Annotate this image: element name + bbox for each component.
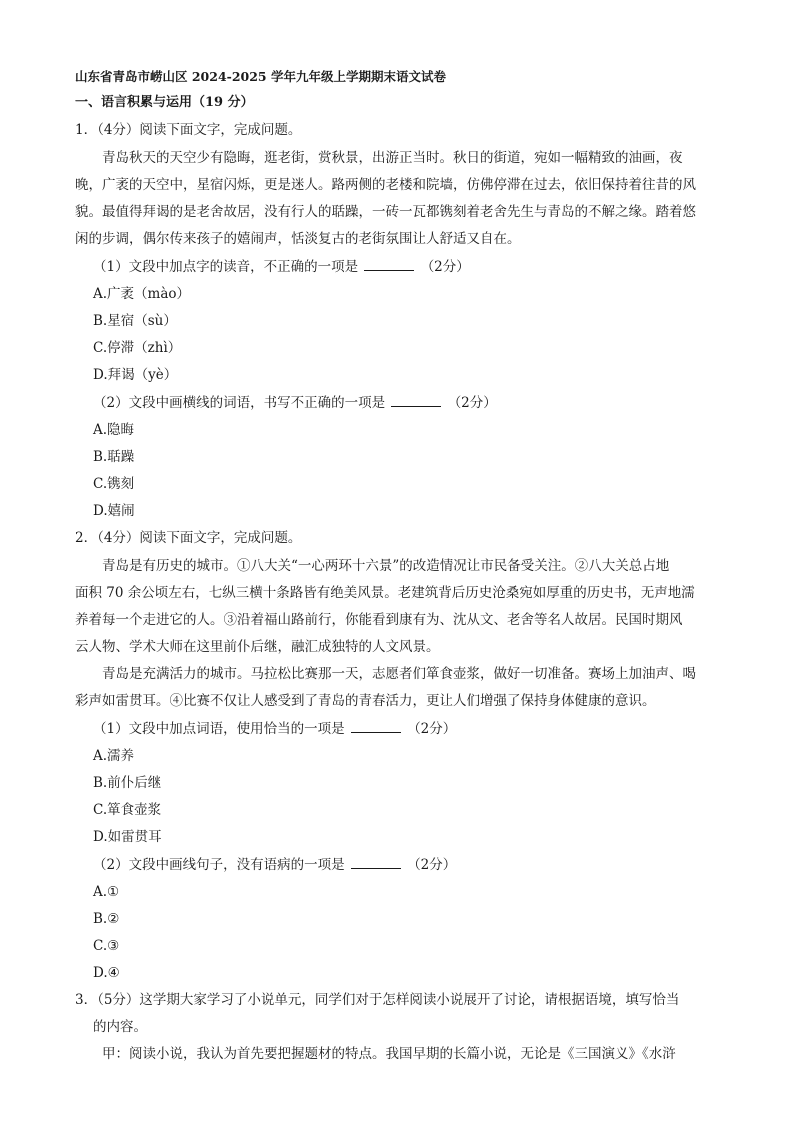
option-item[interactable]: A.隐晦 (93, 422, 135, 438)
answer-blank[interactable] (351, 720, 401, 733)
q1-passage-line: 青岛秋天的天空少有隐晦，逛老街，赏秋景，出游正当时。秋日的街道，宛如一幅精致的油画，夜 (102, 150, 683, 166)
q2-passage-line: 青岛是有历史的城市。①八大关“一心两环十六景”的改造情况让市民备受关注。②八大关总占地 (102, 558, 670, 574)
q2-passage-line: 面积 70 余公顷左右，七纵三横十条路皆有绝美风景。老建筑背后历史沧桑宛如厚重的历史书，无声地濡 (75, 585, 695, 601)
question-3-stem-cont: 的内容。 (93, 1019, 147, 1035)
option-item[interactable]: A.广袤（mào） (93, 286, 191, 302)
q2-passage-line: 青岛是充满活力的城市。马拉松比赛那一天，志愿者们箪食壶浆，做好一切准备。赛场上加油声、喝 (102, 666, 696, 682)
option-item[interactable]: C.③ (93, 938, 120, 954)
q1-passage-line: 晚，广袤的天空中，星宿闪烁，更是迷人。路两侧的老楼和院墙，仿佛停滞在过去，依旧保持着往昔的风 (75, 177, 696, 193)
q1-sub1-points: （2分） (420, 259, 470, 275)
option-item[interactable]: C.箪食壶浆 (93, 802, 162, 818)
question-1-stem: 1．（4分）阅读下面文字，完成问题。 (75, 122, 302, 138)
q1-sub1-text: （1）文段中加点字的读音，不正确的一项是 (93, 259, 359, 275)
q2-sub1-prompt (93, 720, 456, 738)
q1-sub1-prompt (93, 258, 470, 276)
answer-blank[interactable] (364, 258, 414, 271)
option-item[interactable]: D.嬉闹 (93, 503, 135, 519)
option-item[interactable]: C.镌刻 (93, 476, 135, 492)
option-item[interactable]: B.星宿（sù） (93, 313, 177, 329)
option-item[interactable]: A.濡养 (93, 748, 135, 764)
answer-blank[interactable] (391, 394, 441, 407)
section-heading: 一、语言积累与运用（19 分） (75, 95, 254, 110)
option-item[interactable]: B.② (93, 911, 120, 927)
option-item[interactable]: D.④ (93, 965, 120, 981)
option-item[interactable]: B.前仆后继 (93, 775, 162, 791)
question-3-stem: 3．（5分）这学期大家学习了小说单元，同学们对于怎样阅读小说展开了讨论，请根据语境，填写恰当 (75, 992, 680, 1008)
q2-sub1-points: （2分） (407, 721, 457, 737)
q2-sub2-points: （2分） (407, 857, 457, 873)
option-item[interactable]: A.① (93, 884, 120, 900)
q2-sub2-prompt (93, 856, 456, 874)
option-item[interactable]: C.停滞（zhì） (93, 340, 182, 356)
q1-sub2-points: （2分） (447, 395, 497, 411)
q1-passage-line: 貌。最值得拜谒的是老舍故居，没有行人的聒躁，一砖一瓦都镌刻着老舍先生与青岛的不解之缘。踏着悠 (75, 204, 696, 220)
q1-sub2-text: （2）文段中画横线的词语，书写不正确的一项是 (93, 395, 386, 411)
exam-title: 山东省青岛市崂山区 2024-2025 学年九年级上学期期末语文试卷 (75, 69, 446, 84)
option-item[interactable]: D.如雷贯耳 (93, 829, 162, 845)
answer-blank[interactable] (351, 856, 401, 869)
q2-passage-line: 云人物、学术大师在这里前仆后继，融汇成独特的人文风景。 (75, 639, 440, 655)
q2-passage-line: 彩声如雷贯耳。④比赛不仅让人感受到了青岛的青春活力，更让人们增强了保持身体健康的意识。 (75, 693, 656, 709)
q3-passage-line: 甲：阅读小说，我认为首先要把握题材的特点。我国早期的长篇小说，无论是《三国演义》《水浒 (102, 1046, 676, 1062)
q2-passage-line: 养着每一个走进它的人。③沿着福山路前行，你能看到康有为、沈从文、老舍等名人故居。民国时期风 (75, 612, 683, 628)
q1-sub2-prompt (93, 394, 497, 412)
option-item[interactable]: B.聒躁 (93, 449, 135, 465)
q2-sub2-text: （2）文段中画线句子，没有语病的一项是 (93, 857, 345, 873)
q1-passage-line: 闲的步调，偶尔传来孩子的嬉闹声，恬淡复古的老街氛围让人舒适又自在。 (75, 231, 521, 247)
question-2-stem: 2．（4分）阅读下面文字，完成问题。 (75, 530, 302, 546)
q2-sub1-text: （1）文段中加点词语，使用恰当的一项是 (93, 721, 345, 737)
option-item[interactable]: D.拜谒（yè） (93, 367, 178, 383)
